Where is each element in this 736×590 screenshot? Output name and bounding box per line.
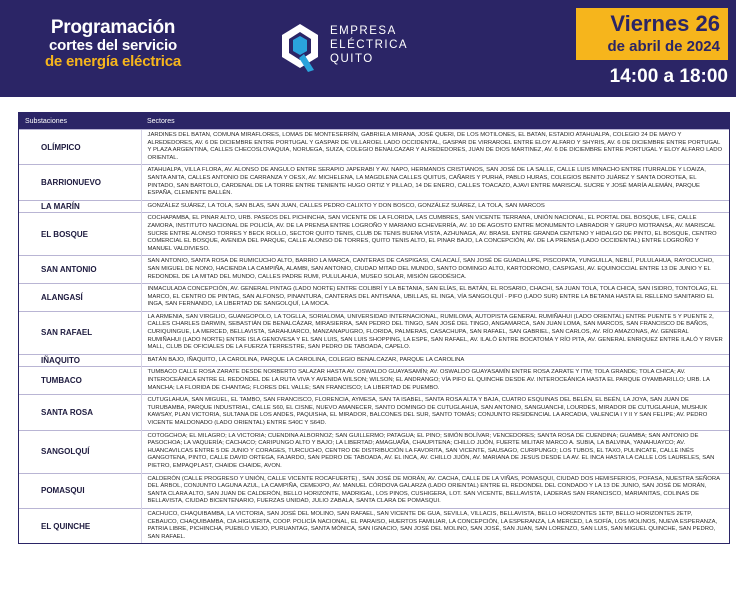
table-row [19, 200, 729, 213]
table-row [19, 256, 729, 284]
substation-name: SANGOLQUÍ [19, 430, 141, 473]
title-line-2: cortes del servicio [49, 36, 177, 54]
substation-name: SANTA ROSA [19, 395, 141, 430]
sector-list: CUTUGLAHUA, SAN MIGUEL, EL TAMBO, SAN FRANCISCO, FLORENCIA, AYMESA, SAN TA ISABEL, SANTA ROSA ALTA Y BAJA, CUATRO ESQUINAS DEL BELÉN, EL BEÉN, LA JOYA, SAN JUAN DE TURUBAMBA, PARQUE INDUSTRIAL, CALLE S60, EL CISNE, NUEVO AMANECER, SANTO DOMINGO DE CUTUGLAHUA, SAN ANTONIO, SANGUANCHI, LOURDES, MIRADOR DE CUTUGLAHUA, MUSHUK KAWSAY, PLAN VICTORIA, SULTANA DE LOS ANDES, PAQUISHA, EL MIRADOR, BALCONES DEL SUR, SANTO TOMÁS; CONJUNTO RESIDENCIAL LA ARCADIA, VALENCIA I Y II Y SAN FELIPE; AV. PEDRO VICENTE MALDONADO (LADO ORIENTAL) ENTRE S40C Y S64D. [141, 395, 729, 430]
sector-list: TUMBACO CALLE ROSA ZARATE DESDE NORBERTO SALAZAR HASTA AV. OSWALDO GUAYASAMÍN; AV. OSWALDO GUAYASAMÍN ENTRE ROSA ZARATE Y ITM; TOLA GRANDE; TOLA CHICA; AV. INTEROCEÁNICA ENTRE EL REDONDEL DE LA RUTA VIVA Y AVENIDA WILSON; WILSON; EL ANDRANGO; VÍA PIFO EL QUINCHE DESDE AV. INTEROCEÁNICA HASTA EL PARQUE OYAMBARILLO; URB. LA MANCHA; LA FLORIDA DE CHANTAG; FLORES DEL VALLE; SAN FRANCISCO; LA LIBERTAD DE PUEMBO. [141, 367, 729, 395]
substation-name: EL QUINCHE [19, 508, 141, 543]
sector-list: ATAHUALPA, VILLA FLORA, AV. ALONSO DE ANGULO ENTRE SERAPIO JAPERABI Y AV. NAPO, HERMANOS CRISTIANOS, SAN JOSÉ DE LA SALLE, CALLE LUIS MINACHO ENTRE ITURRALDE Y LOAIZA, SANTA ANITA, CALLES ANTONIO DE CARRANZA Y OESX, AV. MICHELENA, LA MAGDLENA CALLES QUITUS, CAÑARIS Y PURHÁ, PABLO HURAS, COLEGIOS BENITO JUÁREZ Y SANTA DOROTEA, EL PINTADO, SAN BARTOLO, CARDENAL DE LA TORRE ENTRE TENIENTE HUGO ORTIZ Y PILLAO, 14 DE ENERO, CALLES TOACAZO, AJAVI ENTRE MARISCAL SUCRE Y JOSÉ MARÍA ALEMÁN, PARQUE ESPAÑA, CLEMENTE BALLÉN. [141, 165, 729, 200]
company-line-2: ELÉCTRICA [330, 39, 409, 51]
sector-list: COCHAPAMBA, EL PINAR ALTO, URB. PASEOS DEL PICHINCHA, SAN VICENTE DE LA FLORIDA, LAS CUMBRES, SAN VICENTE TERRANA, UNIÓN NACIONAL, EL PORTAL DEL BOSQUE, LIFE, CALLE ZAMORA, INSTITUTO NACIONAL DE POLICÍA, AV. DE LA PRENSA ENTRE LOGROÑO Y MARIANO ECHEVERRÍA, AV. 10 DE AGOSTO ENTRE MONUMENTO LABRADOR Y GRUPO MOTRANSA, AV. MARISCAL SUCRE ENTRE ALONSO TORRES Y BECK ROLLO, SECTOR QUITO TENIS, CLUB DE TENIS BUENA VISTA, AZHUNAGA, AV. BRASIL ENTRE GRANDA CENTENO Y HIDALGO DE PINTO, EL BOSQUE, CENTRO COMERCIAL EL BOSQUE, AVENIDA DEL PARQUE, CALLE ALONSO DE TORRES, QUITO TENIS ALTO, EL PINAR BAJO, LA CONCEPCIÓN, AV. DE LA PRENSA (LADO OCCIDENTAL) ENTRE LOGROÑO Y MANUEL VALDIVIESO. [141, 213, 729, 256]
title-line-3: de energía eléctrica [44, 52, 182, 70]
eeq-logo-icon [278, 22, 322, 74]
substation-name: SAN RAFAEL [19, 311, 141, 354]
company-line-3: QUITO [330, 53, 374, 65]
col-header-substation: Substaciones [19, 113, 141, 130]
table-row [19, 354, 729, 367]
table-row [19, 395, 729, 430]
sector-list: BATÁN BAJO, IÑAQUITO, LA CAROLINA, PARQUE LA CAROLINA, COLEGIO BENALCAZAR, PARQUE LA CAROLINA [141, 354, 729, 367]
substation-name: EL BOSQUE [19, 213, 141, 256]
date-badge [576, 8, 728, 60]
table-row [19, 367, 729, 395]
company-name [330, 24, 408, 66]
outage-table [18, 112, 730, 544]
table-row [19, 311, 729, 354]
title-line-1: Programación [50, 17, 176, 38]
sector-list: LA ARMENIA, SAN VIRGILIO, GUANGOPOLO, LA TOGLLA, SORIALOMA, UNIVERSIDAD INTERNACIONAL, RUMILOMA, AUTOPISTA GENERAL RUMIÑAHUI (LADO ORIENTAL) ENTRE PUENTE 5 Y PUENTE 2, CALLES CHARLES DARWIN, SEBASTIÁN DE BENALCÁZAR, MIRASIERRA, SAN PEDRO DEL TINGO, SAN JOSÉ DEL TINGO, ANGAMARCA, SAN JUAN LOMA, SAN MARCOS, SAN FRANCISCO DE BAÑOS, CURIQUINGUE, LA MERCED, BELLAVISTA, SARAHUARCO, MANZANAPUGRO, FLORIDA, PALMERAS, CASACHUPA, SAN RAFAEL, SAN GABRIEL, SAN CARLOS, AV. RÍO AMAZONAS, AV. GENERAL RUMIÑAHUI (LADO NORTE) ENTRE ISLA GENOVESA Y EL SAN LUIS, SAN LUIS SHOPPING, LA ESPE, SAN RAFAEL, AV. ILALÓ ENTRE BOCATOMA Y RÍO PITA, AV. GENERAL ENRIQUEZ ENTRE ILALÓ Y RIVER MALL, CLUB DE OFICIALES DE LA FUERZA TERRESTRE, SAN PEDRO DE TABOADA, CAPELO. [141, 311, 729, 354]
sector-list: CACHUCO, CHAQUIBAMBA, LA VICTORIA, SAN JOSÉ DEL MOLINO, SAN RAFAEL, SAN VICENTE DE GUA, SEVILLA, VILLACIS, BELLAVISTA, BELLO HORIZONTES 1ETP, BELLO HORIZONTES 2ETP, CEBAUCO, CHAQUIBAMBA, CIA.HIGUERITA, COOP. POLICÍA NACIONAL, EL PARAISO, HUERTOS FAMILIAR, LA CONCEPCIÓN, LA ESPERANZA, LA MERCED, LA SOFÍA, LOS MOLINOS, NUEVA ESPERANZA, PATRIA LIBRE, PICHINCHA, PUEBLO VIEJO, PURUANTAG, SANTA MÓNICA, SAN IGNACIO, SAN JOSÉ DEL MOLINO, SAN JOSÉ, SAN JUAN, SAN LORENZO, SAN LUIS, SAN MIGUEL QUINCHE, SAN PEDRO, SAN RAFAEL. [141, 508, 729, 543]
substation-name: POMASQUI [19, 473, 141, 508]
table-row [19, 430, 729, 473]
table-body [19, 130, 729, 544]
substation-name: IÑAQUITO [19, 354, 141, 367]
title-block [18, 18, 208, 69]
col-header-sectors: Sectores [141, 113, 729, 130]
table-row [19, 473, 729, 508]
header-banner [0, 0, 736, 97]
substation-name: ALANGASÍ [19, 284, 141, 312]
date-month-year: de abril de 2024 [607, 38, 720, 55]
sector-list: COTOGCHOA; EL MILAGRO; LA VICTORIA; CUENDINA ALBORNOZ; SAN GUILLERMO; PATAGUA; EL PINO; SIMÓN BOLÍVAR; VENCEDORES; SANTA ROSA DE CUENDINA; GUAMBA; SAN ANTONIO DE PASOCHOA; LA VAQUERÍA; CACHACO; CARIPUNGO ALTO Y BAJO; LA LIBERTAD; AMAGUAÑA, CHAUPITENA; CHILLO JIJÓN, FUERTE MILITAR MARCO A. SUBIA, LA BALVINA, YANAHUAYCO; AV. HUANCAVILCAS ENTRE 5 DE JUNIO Y CORAGES, TURCUCHO, CENTRO DE DISTRIBUCIÓN LA FAVORITA, SAN VICENTE, SAUSAGO, CURIPUNGO; LOS TUBOS, EL TAXO, PULINCATE, CALLE INÉS GANGOTENA, PINTO, CALLE DAVID ORTEGA, FAJARDO, SAN PEDRO DE TABOADA, AV. EL INCA, AV. CHILLO JIJÓN, AV. MARIANA DE JESUS DESDE LA AV. EL INCA HASTA LA CALLE LOS LAURELES, SAN PIETRO, EMPAQPLAST, CHAIDE CHAIDE, AVON. [141, 430, 729, 473]
time-range: 14:00 a 18:00 [609, 66, 728, 87]
sector-list: GONZÁLEZ SUÁREZ, LA TOLA, SAN BLAS, SAN JUAN, CALLES PEDRO CALIXTO Y DON BOSCO, GONZÁLEZ SUÁREZ, LA TOLA, SAN MARCOS [141, 200, 729, 213]
sector-list: INMACULADA CONCEPCIÓN, AV. GENERAL PINTAG (LADO NORTE) ENTRE COLIBRÍ Y LA BETANIA, SAN ELÍAS, EL BATÁN, EL ROSARIO, CHACHI, SA JUAN TOLA, TOLA CHICA, SAN ISIDRO, TONTOLAG, EL MARCO, EL CENTRO DE PINTAG, SAN ALFONSO, PINANTURA, CANTERAS DEL ANTISANA, UBILLAS, EL INGA, VÍA SANGOLQUÍ - PIFO (LADO SUR) ENTRE LA BETANIA HASTA EL RELLENO SANITARIO EL INGA, SAN FERNANDO, LA LIBERTAD DE SANGOLQUÍ, LA MOCA. [141, 284, 729, 312]
substation-name: TUMBACO [19, 367, 141, 395]
table-row [19, 165, 729, 200]
date-day: Viernes 26 [610, 11, 720, 36]
company-line-1: EMPRESA [330, 25, 397, 37]
substation-name: LA MARÍN [19, 200, 141, 213]
substation-name: BARRIONUEVO [19, 165, 141, 200]
table-row [19, 284, 729, 312]
substation-name: SAN ANTONIO [19, 256, 141, 284]
table-row [19, 130, 729, 165]
table-header-row [19, 113, 729, 130]
sector-list: SAN ANTONIO, SANTA ROSA DE RUMICUCHO ALTO, BARRIO LA MARCA, CANTERAS DE CASPIGASI, CALACALÍ, SAN JOSÉ DE GUADALUPE, PISCOPATA, YUNGUILLA, NEBLÍ, PULULAHUA, RAYOCUCHO, SAN MIGUEL DE NONO, HACIENDA LA CAMPIÑA, ALAMBI, SAN ANTONIO, CIUDAD MITAD DEL MUNDO, SANTO DOMINGO ALTO, KARTODROMO, CASPIGASI, AV. EQUINOCCIAL ENTRE 13 DE JUNIO Y EL REDONDEL DE LA MITAD DEL MUNDO, CALLES PADRE RUMI, PULULAHUA, MUSEO SOLAR, MISIÓN GEODÉSICA. [141, 256, 729, 284]
substation-name: OLÍMPICO [19, 130, 141, 165]
table-row [19, 508, 729, 543]
table-row [19, 213, 729, 256]
sector-list: JARDINES DEL BATAN, COMUNA MIRAFLORES, LOMAS DE MONTESERRÍN, GABRIELA MIRANA, JOSÉ QUERI, DE LOS MOTILONES, EL BATAN, ESTADIO ATAHUALPA, COLEGIO 24 DE MAYO Y ALREDEDORES, AV. 6 DE DICIEMBRE ENTRE PORTUGAL Y GASPAR DE VILLAROEL LADO OCCIDENTAL, GASPAR DE VIRRAROEL ENTRE ELOY ALFARO Y SHYRIS, AV. 6 DE DICIEMBRE ENTRE PORTUGAL Y PLAZA ARGENTINA, CALLES CHECOSLOVAQUIA, NORUEGA, SUIZA, COLEGIO BENALCAZAR Y ALREDEDORES, JUAN DE DIOS MARTINEZ, AV. 6 DE DICIEMBRE ENTRE PORTUGAL Y ELOY ALFARO LADO ORIENTAL. [141, 130, 729, 165]
sector-list: CALDERÓN (CALLE PROGRESO Y UNIÓN, CALLE VICENTE ROCAFUERTE) , SAN JOSÉ DE MORÁN, AV. CACHA, CALLE DE LA VIÑAS, POMASQUI, CIUDAD DOS HEMISFERIOS, POFASA, NUESTRA SEÑORA DEL ÁRBOL, CONJUNTO LAGUNA AZUL, LA CAMPIÑA, CEMEXPO, AV. MANUEL CÓRDOVA GALARZA (LADO ORIENTAL) ENTRE EL REDONDEL DEL CONDADO Y LA 13 DE JUNIO, SAN JOSÉ DE MORÁN, SANTA CLARA ALTO, SAN JUAN DE CALDERÓN, BELLO HORIZONTE, MADRIGAL, LOS PINOS, CUSHIGERA, LOT. SAN VICENTE, BELLAVISTA, LADERAS SAN FRANCISCO, MARIANITAS, COLINAS DE BELLAVISTA, CIUDAD BICENTENARIO, FUERZAS UNIDAD, JULIO ZABALA, SANTA CLARA DE POMASQUI. [141, 473, 729, 508]
